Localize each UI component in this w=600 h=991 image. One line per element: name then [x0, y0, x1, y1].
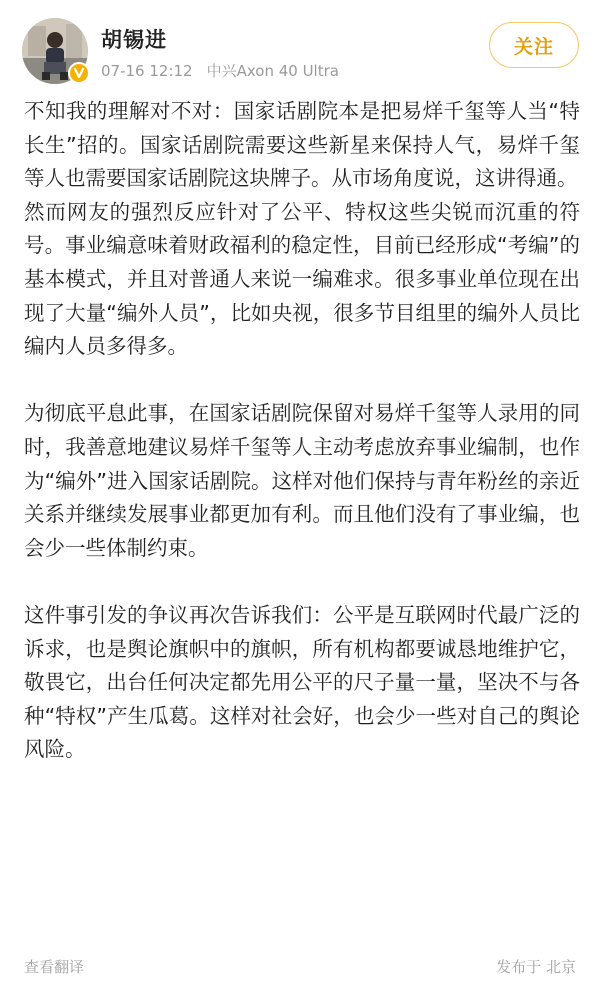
- post-footer: [24, 956, 576, 980]
- post-timestamp: 07-16 12:12: [101, 62, 193, 80]
- post-paragraph-4: 这件事引发的争议再次告诉我们：公平是互联网时代最广泛的诉求，也是舆论旗帜中的旗帜，所有机构都要诚恳地维护它，敬畏它，出台任何决定都先用公平的尺子量一量，坚决不与各种“特权”产生瓜葛。这样对社会好，也会少一些对自己的舆论风险。: [24, 602, 580, 762]
- post-paragraph-1: 不知我的理解对不对：国家话剧院本是把易烊千玺等人当“特长生”招的。国家话剧院需要这些新星来保持人气，易烊千玺等人也需要国家话剧院这块牌子。从市场角度说，这讲得通。: [24, 99, 580, 191]
- publish-location: 发布于 北京: [496, 958, 576, 976]
- post-paragraph-2: 然而网友的强烈反应针对了公平、特权这些尖锐而沉重的符号。事业编意味着财政福利的稳定性，目前已经形成“考编”的基本模式，并且对普通人来说一编难求。很多事业单位现在出现了大量“编外人员”，比如央视，很多节目组里的编外人员比编内人员多得多。: [24, 199, 580, 359]
- follow-button[interactable]: 关注: [489, 22, 579, 68]
- post-paragraph-3: 为彻底平息此事，在国家话剧院保留对易烊千玺等人录用的同时，我善意地建议易烊千玺等人主动考虑放弃事业编制，也作为“编外”进入国家话剧院。这样对他们保持与青年粉丝的亲近关系并继续发展事业都更加有利。而且他们没有了事业编，也会少一些体制约束。: [24, 401, 580, 560]
- post-device: 中兴Axon 40 Ultra: [206, 62, 339, 80]
- post-header: [0, 0, 600, 90]
- vip-badge-icon: [68, 62, 90, 84]
- translate-link[interactable]: 查看翻译: [24, 958, 85, 976]
- post-meta: [101, 60, 339, 81]
- post-content: [24, 95, 580, 767]
- author-name[interactable]: 胡锡进: [101, 28, 167, 52]
